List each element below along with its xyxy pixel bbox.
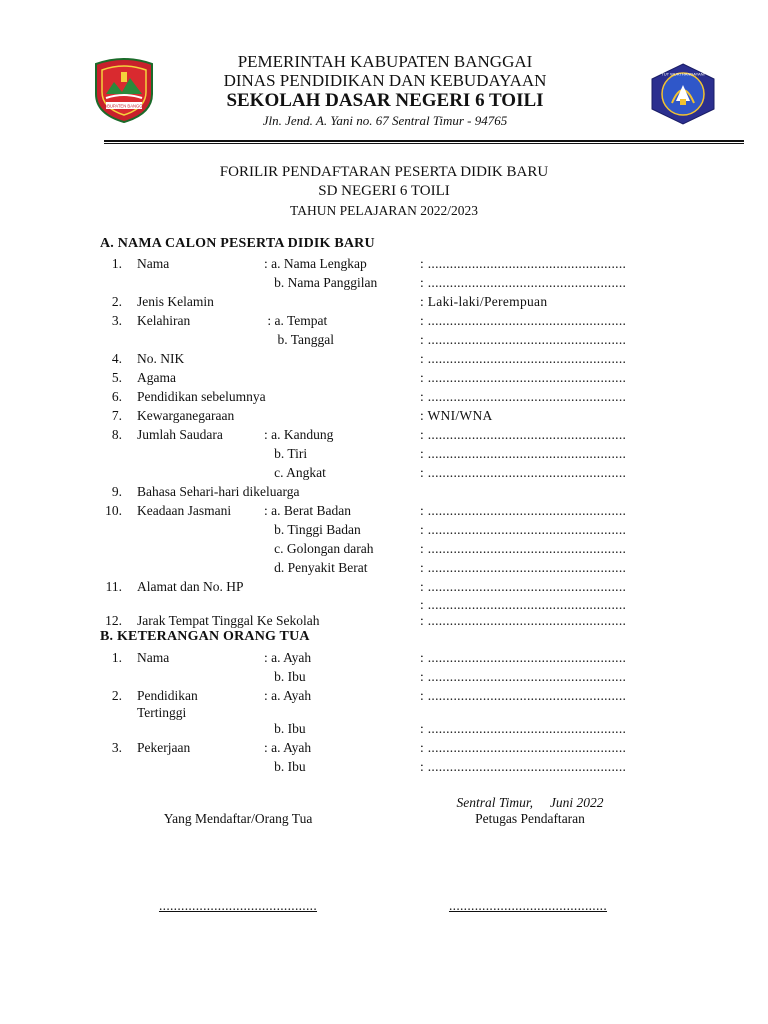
item-value: : ......................................................	[420, 465, 627, 480]
section-a-row	[0, 350, 768, 368]
item-sublabel: : a. Berat Badan	[264, 503, 351, 518]
item-sublabel: b. Ibu	[264, 759, 306, 774]
signature-right-line: ...........................................	[448, 898, 608, 913]
section-b-title: B. KETERANGAN ORANG TUA	[100, 629, 310, 644]
item-label: Jumlah Saudara	[137, 427, 223, 442]
section-b-row	[0, 739, 768, 757]
item-sublabel: b. Nama Panggilan	[264, 275, 378, 290]
place-date: Sentral Timur, Juni 2022	[456, 795, 604, 810]
item-value: : ......................................................	[420, 370, 627, 385]
section-b-row	[0, 649, 768, 667]
section-a-row	[0, 445, 768, 463]
section-a-row	[0, 312, 768, 330]
signature-right-label: Petugas Pendaftaran	[475, 811, 585, 826]
section-a-row	[0, 559, 768, 577]
item-value: : ......................................................	[420, 332, 627, 347]
item-value: : ......................................................	[420, 560, 627, 575]
logo-right-text: TUT WURI HANDAYANI	[661, 71, 705, 77]
section-a-title: A. NAMA CALON PESERTA DIDIK BARU	[100, 236, 375, 251]
header-department: DINAS PENDIDIKAN DAN KEBUDAYAAN	[223, 71, 547, 90]
kabupaten-banggai-logo-icon	[92, 58, 156, 124]
section-a-row	[0, 521, 768, 539]
section-a-row	[0, 255, 768, 273]
item-label: Jarak Tempat Tinggal Ke Sekolah	[137, 613, 320, 628]
section-b-row	[0, 668, 768, 686]
signature-left-line: ...........................................	[158, 898, 318, 913]
item-number: 2.	[111, 688, 122, 703]
item-sublabel: : a. Tempat	[264, 313, 328, 328]
item-value: : ......................................................	[420, 721, 627, 736]
item-label: Kewarganegaraan	[137, 408, 235, 423]
item-label: Jenis Kelamin	[137, 294, 214, 309]
section-a-row	[0, 293, 768, 311]
item-sublabel: : a. Kandung	[264, 427, 334, 442]
item-number: 1.	[111, 650, 122, 665]
section-a-row	[0, 369, 768, 387]
item-number: 12.	[105, 613, 122, 628]
item-value: : ......................................................	[420, 688, 627, 703]
item-sublabel: d. Penyakit Berat	[264, 560, 368, 575]
item-value: : ......................................................	[420, 579, 627, 594]
section-a-row	[0, 388, 768, 406]
logo-left-text: KABUPATEN BANGGAI	[101, 103, 147, 109]
item-sublabel: b. Tinggi Badan	[264, 522, 361, 537]
item-value: : ......................................................	[420, 275, 627, 290]
item-value: : ......................................................	[420, 597, 627, 612]
item-label: Keadaan Jasmani	[137, 503, 232, 518]
section-a-row	[0, 540, 768, 558]
item-number: 4.	[111, 351, 122, 366]
section-a-row	[0, 578, 768, 596]
item-value: : ......................................................	[420, 541, 627, 556]
item-label: Nama	[137, 256, 170, 271]
section-a-row	[0, 274, 768, 292]
item-value: : ......................................................	[420, 446, 627, 461]
header-address: Jln. Jend. A. Yani no. 67 Sentral Timur - 94765	[262, 113, 508, 128]
section-a-row	[0, 464, 768, 482]
item-label: Alamat dan No. HP	[137, 579, 244, 594]
item-label: Pendidikan	[137, 688, 198, 703]
section-b-row	[0, 758, 768, 776]
item-value: : ......................................................	[420, 256, 627, 271]
form-title: FORILIR PENDAFTARAN PESERTA DIDIK BARU	[219, 164, 549, 180]
item-sublabel: b. Ibu	[264, 721, 306, 736]
item-sublabel: : a. Ayah	[264, 650, 312, 665]
item-value: : WNI/WNA	[420, 408, 493, 423]
item-value: : ......................................................	[420, 351, 627, 366]
item-sublabel: : a. Ayah	[264, 740, 312, 755]
item-number: 10.	[105, 503, 122, 518]
item-number: 8.	[111, 427, 122, 442]
item-sublabel: b. Tanggal	[264, 332, 335, 347]
item-number: 6.	[111, 389, 122, 404]
section-a-row	[0, 612, 768, 630]
letterhead	[160, 52, 610, 130]
item-number: 3.	[111, 740, 122, 755]
item-sublabel: : a. Ayah	[264, 688, 312, 703]
item-number: 1.	[111, 256, 122, 271]
item-label: Nama	[137, 650, 170, 665]
item-value: : ......................................................	[420, 522, 627, 537]
item-value: : ......................................................	[420, 759, 627, 774]
item-sublabel: b. Tiri	[264, 446, 308, 461]
item-number: 2.	[111, 294, 122, 309]
item-label: No. NIK	[137, 351, 185, 366]
item-value: : ......................................................	[420, 389, 627, 404]
item-value: : ......................................................	[420, 313, 627, 328]
item-sublabel: b. Ibu	[264, 669, 306, 684]
header-divider-thick	[104, 140, 744, 142]
item-value: : ......................................................	[420, 427, 627, 442]
section-a-row	[0, 407, 768, 425]
item-value: : ......................................................	[420, 669, 627, 684]
section-a-row	[0, 331, 768, 349]
tut-wuri-handayani-logo-icon	[648, 63, 718, 125]
form-academic-year: TAHUN PELAJARAN 2022/2023	[290, 203, 478, 218]
item-number: 7.	[111, 408, 122, 423]
item-value: : ......................................................	[420, 503, 627, 518]
section-b-row	[0, 720, 768, 738]
item-label: Pendidikan sebelumnya	[137, 389, 266, 404]
item-value: : ......................................................	[420, 613, 627, 628]
item-label: Kelahiran	[137, 313, 191, 328]
signature-left-label: Yang Mendaftar/Orang Tua	[163, 811, 313, 826]
item-sublabel: : a. Nama Lengkap	[264, 256, 367, 271]
item-value: : ......................................................	[420, 740, 627, 755]
item-sublabel: c. Angkat	[264, 465, 326, 480]
item-label: Agama	[137, 370, 176, 385]
section-b-row	[0, 687, 768, 705]
header-school-name: SEKOLAH DASAR NEGERI 6 TOILI	[226, 90, 544, 111]
header-government: PEMERINTAH KABUPATEN BANGGAI	[237, 52, 533, 71]
form-school: SD NEGERI 6 TOILI	[318, 183, 450, 199]
item-number: 5.	[111, 370, 122, 385]
item-value: : Laki-laki/Perempuan	[420, 294, 548, 309]
item-number: 11.	[105, 579, 122, 594]
section-a-row	[0, 426, 768, 444]
item-number: 9.	[111, 484, 122, 499]
item-label: Bahasa Sehari-hari dikeluarga	[137, 484, 300, 499]
item-sublabel: c. Golongan darah	[264, 541, 374, 556]
section-a-row	[0, 483, 768, 501]
item-number: 3.	[111, 313, 122, 328]
item-label: Pekerjaan	[137, 740, 191, 755]
header-divider-thin	[104, 143, 744, 144]
item-value: : ......................................................	[420, 650, 627, 665]
item-label: Tertinggi	[137, 705, 187, 720]
section-a-row	[0, 502, 768, 520]
